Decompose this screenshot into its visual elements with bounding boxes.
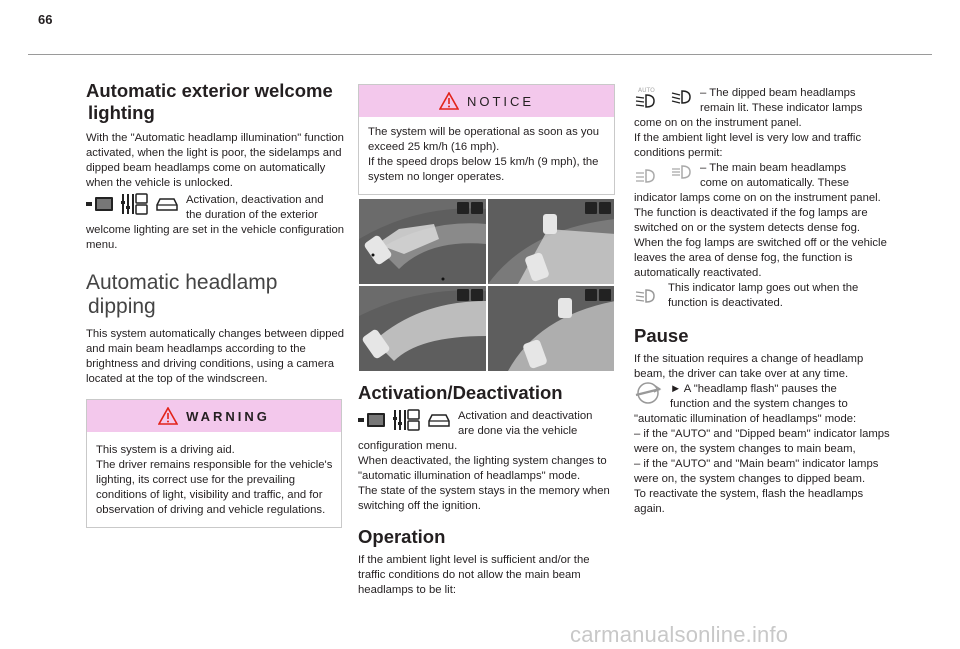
page-number: 66 (38, 12, 53, 27)
lighting-settings-icon (392, 408, 420, 432)
column-middle (358, 84, 616, 195)
auto-label: AUTO (638, 87, 655, 94)
config-icons (358, 408, 452, 432)
illustration-main-beam (359, 286, 486, 371)
warning-body: This system is a driving aid. The driver remains responsible for the vehicle's lighting, its correct use for the prevailing conditions of light, visibility and traffic, and for observation of driving and vehicle regulations. (96, 444, 333, 516)
low-light-conditions: If the ambient light level is very low and traffic conditions permit: (634, 132, 862, 159)
flash-icon-slot (634, 381, 664, 405)
touchscreen-menu-icon (358, 412, 386, 428)
headlamp-dipping-text: This system automatically changes between dipped and main beam headlamps according to the brightness and driving conditions, using a camera located at the top of the windscreen. (86, 328, 345, 385)
notice-header (359, 85, 614, 117)
column-middle-lower (358, 382, 616, 598)
auto-lamp-block (634, 281, 896, 311)
auto-dipped-beam-icon (634, 85, 660, 109)
indicator-badge (457, 289, 483, 301)
dipped-indicator-icons (634, 85, 692, 109)
pause-text-1: If the situation requires a change of headlamp beam, the driver can take over at any time. (634, 353, 864, 380)
headlamp-flash-stalk-icon (634, 381, 664, 405)
activation-text-2: When deactivated, the lighting system changes to "automatic illumination of headlamps" mode. (358, 455, 607, 482)
headlamp-flash-text: ► A "headlamp flash" pauses the function and the system changes to (670, 383, 848, 410)
notice-title: NOTICE (466, 93, 535, 109)
main-indicator-icons (634, 160, 692, 184)
operation-text: If the ambient light level is sufficient and/or the traffic conditions do not allow the main beam headlamps to be lit: (358, 554, 590, 596)
heading-headlamp-dipping: Automatic headlamp dipping (86, 271, 278, 318)
lighting-settings-icon (120, 192, 148, 216)
car-icon (154, 195, 180, 213)
config-icons-block (86, 193, 346, 223)
activation-icons-block (358, 409, 616, 439)
notice-triangle-icon (439, 92, 459, 110)
indicator-badge (457, 202, 483, 214)
car-icon (426, 411, 452, 429)
heading-activation: Activation/Deactivation (358, 382, 563, 403)
activation-text-inline: Activation and deactivation are done via the vehicle (458, 410, 593, 437)
main-beam-icon (670, 164, 692, 180)
config-icons (86, 192, 180, 216)
auto-lamp-text: This indicator lamp goes out when the function is deactivated. (668, 282, 859, 309)
watermark: carmanualsonline.info (570, 622, 789, 647)
main-beam-block (634, 161, 896, 191)
column-left (86, 80, 346, 528)
dipped-beam-icon (670, 89, 692, 105)
activation-text-1: configuration menu. (358, 440, 458, 452)
dipped-beam-text: – The dipped beam headlamps remain lit. These indicator lamps (700, 87, 863, 114)
top-divider (28, 54, 932, 55)
touchscreen-menu-icon (86, 196, 114, 212)
fog-reactivation-text: When the fog lamps are switched off or the vehicle leaves the area of dense fog, the function is automatically reactivated. (634, 237, 887, 279)
illustration-following (488, 286, 615, 371)
dipped-beam-block (634, 86, 896, 116)
heading-welcome-lighting: Automatic exterior welcome lighting (86, 80, 333, 123)
fog-text: The function is deactivated if the fog lamps are switched on or the system detects dense fog. (634, 207, 868, 234)
illustration-dipped-beam (359, 199, 486, 284)
welcome-config-text: welcome lighting are set in the vehicle configuration menu. (86, 224, 345, 251)
warning-title: WARNING (186, 408, 270, 424)
warning-box (86, 399, 342, 528)
heading-pause: Pause (634, 325, 689, 346)
heading-operation: Operation (358, 526, 446, 547)
auto-lamp-icon (634, 280, 660, 304)
notice-body: The system will be operational as soon as you exceed 25 km/h (16 mph). If the speed drops below 15 km/h (9 mph), the system no longer operates. (368, 126, 600, 183)
auto-lamp-icon-slot (634, 280, 660, 304)
activation-text-3: The state of the system stays in the memory when switching off the ignition. (358, 485, 610, 512)
warning-triangle-icon (158, 407, 178, 425)
pause-text-main: – if the "AUTO" and "Main beam" indicator lamps were on, the system changes to dipped beam. (634, 458, 879, 485)
illustration-grid (359, 199, 614, 371)
indicator-badge (585, 289, 611, 301)
main-beam-text: – The main beam headlamps come on automatically. These (700, 162, 850, 189)
pause-text-reactivate: To reactivate the system, flash the headlamps again. (634, 488, 864, 515)
auto-main-beam-icon (634, 160, 660, 184)
welcome-lighting-text: With the "Automatic headlamp illumination" function activated, when the light is poor, the sidelamps and dipped beam headlamps come on automatically when the vehicle is unlocked. (86, 132, 344, 189)
pause-text-dipped: – if the "AUTO" and "Dipped beam" indicator lamps were on, the system changes to main beam, (634, 428, 890, 455)
illustration-oncoming (488, 199, 615, 284)
indicator-badge (585, 202, 611, 214)
activation-duration-text: Activation, deactivation and the duration of the exterior (186, 194, 324, 221)
warning-header (87, 400, 341, 432)
notice-box (358, 84, 615, 195)
column-right: AUTO – The dipped beam headlamps remain lit. These indicator lamps come on on the instrument panel. If the ambient light level is very low and traffic conditions permit: – The main beam headlamps come on automatically. These indicator lamps come on on the instrument panel. The function is deactivated if the fog lamps are switched on or the system detects dense fog. When the fog lamps are switched off or the vehicle leaves the area of dense fog, the function is automatically reactivated. This indicator lamp goes out when the function is deactivated. Pause If the situation requires a change of headlamp beam, the driver can take over at any time. ► A "headlamp flash" pauses the function and the system changes to "automatic illumination of headlamps" mode: – if the "AUTO" and "Dipped beam" indicator lamps were on, the system changes to main beam, – if the "AUTO" and "Main beam" indicator lamps were on, the system changes to dipped beam. To reactivate the system, flash the headlamps again. (634, 86, 896, 517)
headlamp-flash-block (634, 382, 896, 412)
